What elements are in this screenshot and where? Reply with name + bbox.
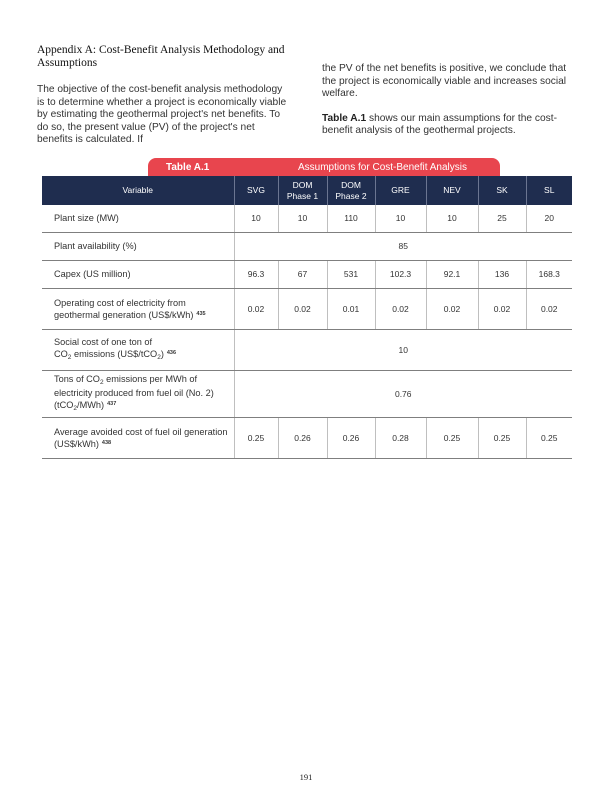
table-row xyxy=(42,371,572,418)
table-cell: 10 xyxy=(234,205,278,233)
header-sk: SK xyxy=(478,176,526,205)
footnote-ref[interactable]: 438 xyxy=(101,439,112,446)
footnote-ref[interactable]: 436 xyxy=(166,349,177,356)
header-dom-phase-1: DOM Phase 1 xyxy=(278,176,327,205)
row-label: Capex (US million) xyxy=(42,261,234,289)
table-row xyxy=(42,233,572,261)
table-cell: 96.3 xyxy=(234,261,278,289)
table-cell: 0.25 xyxy=(234,418,278,459)
table-cell: 0.26 xyxy=(327,418,375,459)
footnote-ref[interactable]: 437 xyxy=(107,400,117,407)
table-row xyxy=(42,418,572,459)
header-svg: SVG xyxy=(234,176,278,205)
header-sl: SL xyxy=(526,176,572,205)
table-cell: 168.3 xyxy=(526,261,572,289)
merged-cell: 0.76 xyxy=(234,371,572,418)
merged-cell: 10 xyxy=(234,330,572,371)
table-cell: 10 xyxy=(278,205,327,233)
table-cell: 10 xyxy=(375,205,426,233)
table-cell: 0.28 xyxy=(375,418,426,459)
table-reference-text: shows our main assumptions for the cost-benefit analysis of the geothermal projects. xyxy=(322,112,557,137)
row-label: Plant availability (%) xyxy=(42,233,234,261)
table-cell: 0.02 xyxy=(426,289,478,330)
row-label: Average avoided cost of fuel oil generation (US$/kWh) $^{438}$ xyxy=(42,418,234,459)
table-banner xyxy=(148,158,500,178)
header-gre: GRE xyxy=(375,176,426,205)
table-cell: 531 xyxy=(327,261,375,289)
table-row xyxy=(42,289,572,330)
table-cell: 0.25 xyxy=(526,418,572,459)
header-variable: Variable xyxy=(42,176,234,205)
table-cell: 102.3 xyxy=(375,261,426,289)
table-number: Table A.1 xyxy=(166,162,210,173)
table-cell: 136 xyxy=(478,261,526,289)
right-column xyxy=(322,63,578,150)
intro-paragraph: The objective of the cost-benefit analysis methodology is to determine whether a project is economically viable by estimating the geothermal project's net benefits. To do so, the present value (PV) of the project's net benefits is calculated. If xyxy=(37,84,287,146)
table-cell: 0.26 xyxy=(278,418,327,459)
row-label: Plant size (MW) xyxy=(42,205,234,233)
left-column xyxy=(37,84,289,147)
table-cell: 0.25 xyxy=(478,418,526,459)
table-header-row xyxy=(42,176,572,205)
row-label: Operating cost of electricity from geothermal generation (US$/kWh) $^{435}$ xyxy=(42,289,234,330)
table-cell: 0.02 xyxy=(526,289,572,330)
table-cell: 0.02 xyxy=(375,289,426,330)
row-label: Social cost of one ton of $CO_2$ emissions (US$/tCO$_2$) $^{436}$ xyxy=(42,330,234,371)
table-row xyxy=(42,261,572,289)
footnote-ref[interactable]: 435 xyxy=(196,310,206,317)
table-cell: 92.1 xyxy=(426,261,478,289)
table-row xyxy=(42,330,572,371)
table-cell: 25 xyxy=(478,205,526,233)
assumptions-table xyxy=(42,176,572,459)
appendix-heading: Appendix A: Cost-Benefit Analysis Methodology and Assumptions xyxy=(37,44,285,69)
table-cell: 110 xyxy=(327,205,375,233)
table-reference-link[interactable]: Table A.1 xyxy=(322,112,367,124)
table-cell: 0.02 xyxy=(234,289,278,330)
page-number: 191 xyxy=(299,772,313,782)
row-label: Tons of $CO_2$ emissions per MWh of electricity produced from fuel oil (No. 2) (tCO$_2$/MWh) $^{437}$ xyxy=(42,371,234,418)
header-nev: NEV xyxy=(426,176,478,205)
table-cell: 0.02 xyxy=(278,289,327,330)
table-title: Assumptions for Cost-Benefit Analysis xyxy=(298,162,467,173)
table-cell: 0.02 xyxy=(478,289,526,330)
table-cell: 0.01 xyxy=(327,289,375,330)
table-cell: 67 xyxy=(278,261,327,289)
table-cell: 20 xyxy=(526,205,572,233)
table-cell: 0.25 xyxy=(426,418,478,459)
table-reference-paragraph xyxy=(322,113,578,138)
table-cell: 10 xyxy=(426,205,478,233)
merged-cell: 85 xyxy=(234,233,572,261)
table-row xyxy=(42,205,572,233)
conclusion-paragraph: the PV of the net benefits is positive, we conclude that the project is economically viable and increases social welfare. xyxy=(322,63,567,100)
header-dom-phase-2: DOM Phase 2 xyxy=(327,176,375,205)
